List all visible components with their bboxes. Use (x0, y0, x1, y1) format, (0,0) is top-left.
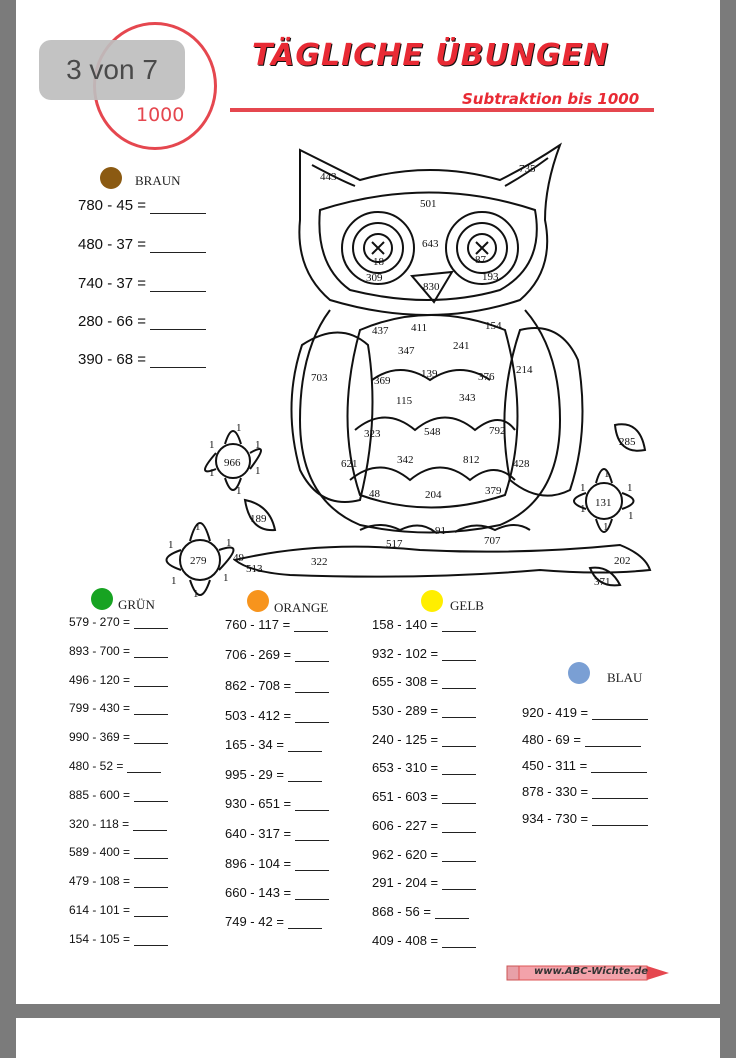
answer-blank[interactable] (295, 825, 329, 841)
task-text: 409 - 408 = (372, 933, 439, 948)
owl-num-49: 49 (233, 552, 244, 564)
owl-num-513: 513 (246, 563, 263, 575)
answer-blank[interactable] (294, 616, 328, 632)
answer-blank[interactable] (288, 913, 322, 929)
owl-num-347: 347 (398, 345, 415, 357)
owl-num-1: 1 (580, 503, 586, 515)
answer-blank[interactable] (442, 846, 476, 862)
answer-blank[interactable] (442, 759, 476, 775)
owl-num-1: 1 (171, 575, 177, 587)
owl-num-115: 115 (396, 395, 413, 407)
task-text: 240 - 125 = (372, 732, 439, 747)
orange-color-dot (247, 590, 269, 612)
owl-num-1: 1 (603, 521, 609, 533)
task-item[interactable] (225, 677, 329, 693)
task-item[interactable] (225, 736, 322, 752)
answer-blank[interactable] (295, 677, 329, 693)
task-text: 291 - 204 = (372, 875, 439, 890)
task-text: 496 - 120 = (69, 673, 131, 687)
gelb-label: GELB (450, 598, 484, 613)
owl-num-443: 443 (320, 171, 337, 183)
owl-num-830: 830 (423, 281, 440, 293)
page-title: TÄGLICHE ÜBUNGEN (252, 38, 610, 73)
answer-blank[interactable] (134, 931, 168, 946)
task-item[interactable] (69, 787, 168, 802)
task-text: 503 - 412 = (225, 708, 292, 723)
task-item[interactable] (372, 817, 476, 833)
owl-num-548: 548 (424, 426, 441, 438)
task-text: 893 - 700 = (69, 644, 131, 658)
answer-blank[interactable] (295, 855, 329, 871)
task-item[interactable] (78, 273, 206, 292)
task-item[interactable] (372, 932, 476, 948)
owl-num-1: 1 (209, 439, 215, 451)
task-item[interactable] (69, 672, 168, 687)
task-item[interactable] (372, 874, 476, 890)
owl-num-48: 48 (369, 488, 380, 500)
answer-blank[interactable] (442, 874, 476, 890)
answer-blank[interactable] (150, 311, 206, 330)
answer-blank[interactable] (585, 730, 641, 747)
task-text: 706 - 269 = (225, 647, 292, 662)
task-text: 995 - 29 = (225, 767, 284, 782)
task-text: 885 - 600 = (69, 788, 131, 802)
answer-blank[interactable] (592, 703, 648, 720)
owl-num-309: 309 (366, 272, 383, 284)
gruen-label: GRÜN (118, 597, 155, 612)
task-text: 868 - 56 = (372, 904, 431, 919)
answer-blank[interactable] (295, 884, 329, 900)
task-item[interactable] (225, 913, 322, 929)
task-item[interactable] (78, 349, 206, 368)
answer-blank[interactable] (134, 787, 168, 802)
task-item[interactable] (69, 700, 168, 715)
task-item[interactable] (78, 311, 206, 330)
blau-label: BLAU (607, 670, 643, 685)
task-item[interactable] (69, 758, 161, 773)
owl-num-342: 342 (397, 454, 414, 466)
owl-coloring-image (150, 140, 660, 600)
answer-blank[interactable] (150, 349, 206, 368)
task-item[interactable] (78, 195, 206, 214)
blau-color-dot (568, 662, 590, 684)
task-text: 655 - 308 = (372, 674, 439, 689)
task-item[interactable] (225, 855, 329, 871)
owl-num-621: 621 (341, 458, 358, 470)
task-text: 780 - 45 = (78, 197, 146, 214)
task-text: 640 - 317 = (225, 826, 292, 841)
owl-num-501: 501 (420, 198, 437, 210)
task-text: 920 - 419 = (522, 705, 589, 720)
owl-num-202: 202 (614, 555, 631, 567)
owl-num-279: 279 (190, 555, 207, 567)
task-text: 320 - 118 = (69, 817, 130, 831)
answer-blank[interactable] (288, 736, 322, 752)
answer-blank[interactable] (127, 758, 161, 773)
task-text: 589 - 400 = (69, 845, 131, 859)
task-item[interactable] (69, 931, 168, 946)
owl-num-1: 1 (604, 468, 610, 480)
task-text: 530 - 289 = (372, 703, 439, 718)
owl-num-193: 193 (482, 271, 499, 283)
task-text: 660 - 143 = (225, 885, 292, 900)
orange-label: ORANGE (274, 600, 329, 615)
answer-blank[interactable] (442, 788, 476, 804)
owl-num-1: 1 (195, 521, 201, 533)
task-text: 280 - 66 = (78, 313, 146, 330)
task-item[interactable] (522, 782, 648, 799)
owl-num-1: 1 (627, 482, 633, 494)
answer-blank[interactable] (288, 766, 322, 782)
task-item[interactable] (225, 825, 329, 841)
owl-num-411: 411 (411, 322, 428, 334)
answer-blank[interactable] (134, 672, 168, 687)
owl-num-154: 154 (485, 320, 502, 332)
task-item[interactable] (372, 846, 476, 862)
task-text: 165 - 34 = (225, 737, 284, 752)
owl-num-1: 1 (193, 588, 199, 600)
answer-blank[interactable] (592, 809, 648, 826)
answer-blank[interactable] (442, 731, 476, 747)
answer-blank[interactable] (442, 702, 476, 718)
task-item[interactable] (225, 884, 329, 900)
task-text: 479 - 108 = (69, 874, 131, 888)
task-text: 930 - 651 = (225, 796, 292, 811)
answer-blank[interactable] (134, 902, 168, 917)
task-text: 932 - 102 = (372, 646, 439, 661)
owl-num-428: 428 (513, 458, 530, 470)
task-text: 579 - 270 = (69, 615, 131, 629)
task-item[interactable] (78, 234, 206, 253)
task-text: 480 - 52 = (69, 759, 124, 773)
owl-num-1: 1 (236, 422, 242, 434)
task-item[interactable] (69, 643, 168, 658)
task-text: 962 - 620 = (372, 847, 439, 862)
task-item[interactable] (225, 766, 322, 782)
task-text: 614 - 101 = (69, 903, 131, 917)
owl-num-517: 517 (386, 538, 403, 550)
answer-blank[interactable] (442, 645, 476, 661)
answer-blank[interactable] (150, 195, 206, 214)
owl-num-1: 1 (628, 510, 634, 522)
braun-label: BRAUN (135, 173, 181, 188)
task-item[interactable] (372, 731, 476, 747)
task-item[interactable] (372, 903, 469, 919)
owl-num-1: 1 (580, 482, 586, 494)
answer-blank[interactable] (134, 729, 168, 744)
task-text: 934 - 730 = (522, 811, 589, 826)
owl-num-437: 437 (372, 325, 389, 337)
answer-blank[interactable] (442, 932, 476, 948)
owl-num-1: 1 (168, 539, 174, 551)
owl-num-812: 812 (463, 454, 480, 466)
task-item[interactable] (372, 616, 476, 632)
owl-num-371: 371 (594, 576, 611, 588)
task-text: 878 - 330 = (522, 784, 589, 799)
answer-blank[interactable] (435, 903, 469, 919)
gruen-color-dot (91, 588, 113, 610)
owl-num-139: 139 (421, 368, 438, 380)
page-subtitle: Subtraktion bis 1000 (462, 90, 640, 108)
owl-num-87: 87 (475, 254, 486, 266)
answer-blank[interactable] (134, 614, 168, 629)
answer-blank[interactable] (295, 707, 329, 723)
owl-num-323: 323 (364, 428, 381, 440)
owl-num-131: 131 (595, 497, 612, 509)
owl-num-379: 379 (485, 485, 502, 497)
task-item[interactable] (372, 788, 476, 804)
task-item[interactable] (372, 673, 476, 689)
task-item[interactable] (372, 702, 476, 718)
task-item[interactable] (522, 809, 648, 826)
task-item[interactable] (225, 707, 329, 723)
task-item[interactable] (69, 816, 167, 831)
answer-blank[interactable] (134, 643, 168, 658)
owl-num-369: 369 (374, 375, 391, 387)
answer-blank[interactable] (592, 782, 648, 799)
task-text: 480 - 69 = (522, 732, 581, 747)
task-text: 740 - 37 = (78, 275, 146, 292)
answer-blank[interactable] (295, 795, 329, 811)
page-indicator: 3 von 7 (39, 40, 185, 100)
answer-blank[interactable] (150, 273, 206, 292)
task-item[interactable] (522, 756, 647, 773)
logo-number: 1000 (136, 104, 185, 126)
owl-num-1: 1 (236, 485, 242, 497)
task-text: 862 - 708 = (225, 678, 292, 693)
owl-num-241: 241 (453, 340, 470, 352)
owl-num-643: 643 (422, 238, 439, 250)
task-item[interactable] (372, 645, 476, 661)
answer-blank[interactable] (442, 673, 476, 689)
owl-num-376: 376 (478, 371, 495, 383)
answer-blank[interactable] (442, 817, 476, 833)
answer-blank[interactable] (150, 234, 206, 253)
owl-num-966: 966 (224, 457, 241, 469)
task-item[interactable] (225, 646, 329, 662)
next-worksheet-page (16, 1018, 720, 1058)
answer-blank[interactable] (442, 616, 476, 632)
task-item[interactable] (225, 795, 329, 811)
task-text: 990 - 369 = (69, 730, 131, 744)
owl-num-322: 322 (311, 556, 328, 568)
answer-blank[interactable] (134, 700, 168, 715)
task-item[interactable] (69, 844, 168, 859)
task-text: 480 - 37 = (78, 236, 146, 253)
task-item[interactable] (69, 873, 168, 888)
answer-blank[interactable] (591, 756, 647, 773)
task-text: 749 - 42 = (225, 914, 284, 929)
owl-num-1: 1 (226, 537, 232, 549)
owl-num-735: 735 (519, 163, 536, 175)
task-item[interactable] (69, 902, 168, 917)
footer-url[interactable]: www.ABC-Wichte.de (534, 966, 649, 977)
owl-num-91: 91 (435, 525, 446, 537)
owl-num-707: 707 (484, 535, 501, 547)
task-text: 799 - 430 = (69, 701, 131, 715)
owl-num-703: 703 (311, 372, 328, 384)
task-item[interactable] (225, 616, 328, 632)
owl-num-18: 18 (373, 256, 384, 268)
task-item[interactable] (69, 614, 168, 629)
braun-color-dot (100, 167, 122, 189)
answer-blank[interactable] (134, 844, 168, 859)
owl-num-285: 285 (619, 436, 636, 448)
owl-num-792: 792 (489, 425, 506, 437)
answer-blank[interactable] (133, 816, 167, 831)
task-text: 651 - 603 = (372, 789, 439, 804)
owl-num-1: 1 (255, 439, 261, 451)
owl-num-1: 1 (223, 572, 229, 584)
owl-num-214: 214 (516, 364, 533, 376)
title-underline (230, 108, 654, 112)
answer-blank[interactable] (295, 646, 329, 662)
task-text: 154 - 105 = (69, 932, 131, 946)
task-text: 896 - 104 = (225, 856, 292, 871)
task-text: 158 - 140 = (372, 617, 439, 632)
task-text: 390 - 68 = (78, 351, 146, 368)
task-item[interactable] (522, 730, 641, 747)
task-item[interactable] (372, 759, 476, 775)
task-item[interactable] (522, 703, 648, 720)
task-text: 760 - 117 = (225, 617, 291, 632)
owl-num-204: 204 (425, 489, 442, 501)
task-text: 450 - 311 = (522, 758, 588, 773)
owl-num-1: 1 (209, 467, 215, 479)
owl-num-1: 1 (255, 465, 261, 477)
task-text: 606 - 227 = (372, 818, 439, 833)
owl-num-343: 343 (459, 392, 476, 404)
task-item[interactable] (69, 729, 168, 744)
owl-num-189: 189 (250, 513, 267, 525)
answer-blank[interactable] (134, 873, 168, 888)
gelb-color-dot (421, 590, 443, 612)
task-text: 653 - 310 = (372, 760, 439, 775)
